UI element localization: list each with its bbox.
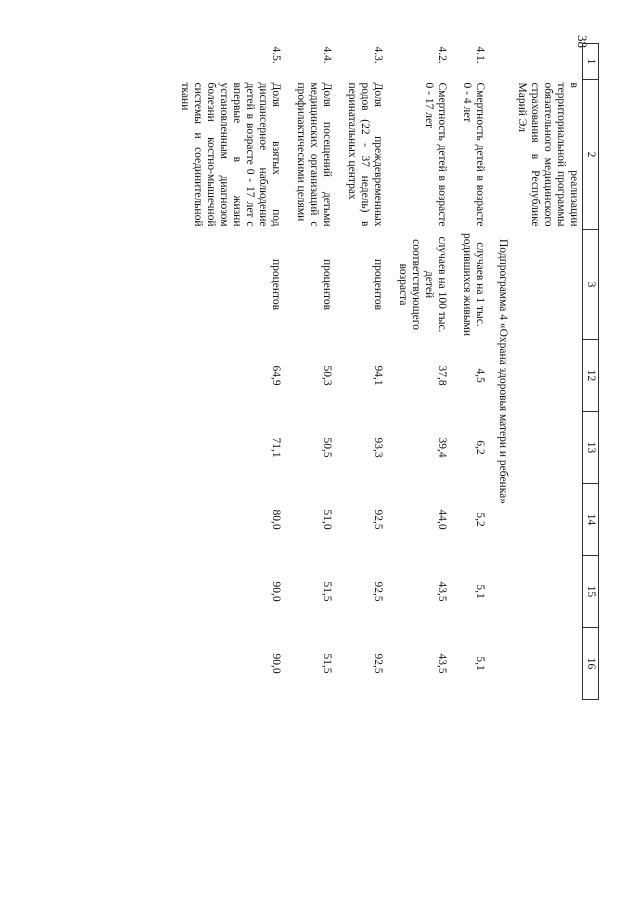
value-col-13: 39,4 <box>436 437 448 458</box>
row-unit: случаев на 1 тыс. родившихся живыми <box>461 233 486 336</box>
value-col-13: 93,3 <box>372 437 384 458</box>
header-col-1: 1 <box>583 44 599 80</box>
value-col-12: 4,5 <box>474 368 486 383</box>
subprogram-heading-row <box>488 44 513 700</box>
page-number: 38 <box>575 35 590 48</box>
value-col-12: 37,8 <box>436 365 448 386</box>
value-col-16: 51,5 <box>321 653 333 674</box>
table-row <box>292 44 343 700</box>
row-number: 4.3. <box>372 46 384 64</box>
table-row <box>343 44 394 700</box>
value-col-12: 94,1 <box>372 365 384 386</box>
row-description: Смертность детей в возрасте 0 - 4 лет <box>461 82 486 227</box>
row-unit: процентов <box>270 258 282 311</box>
value-col-14: 44,0 <box>436 509 448 530</box>
table-row <box>458 44 488 700</box>
header-col-2: 2 <box>583 80 599 230</box>
intro-row <box>513 44 583 700</box>
value-col-16: 92,5 <box>372 653 384 674</box>
row-description: Доля взятых под диспансерное наблюдение детей в возрасте 0 - 17 лет с впервые в жизни установленным диагнозом болезни костно-мышечной системы и соединительной ткани <box>179 82 282 227</box>
header-col-12: 12 <box>583 340 599 412</box>
subprogram-title: Подпрограмма 4 «Охрана здоровья матери и ребенка» <box>497 239 509 504</box>
header-col-3: 3 <box>583 230 599 340</box>
value-col-16: 5,1 <box>474 656 486 671</box>
row-description: Смертность детей в возрасте 0 - 17 лет <box>423 82 448 227</box>
value-col-16: 43,5 <box>436 653 448 674</box>
value-col-13: 50,5 <box>321 437 333 458</box>
header-col-15: 15 <box>583 556 599 628</box>
intro-text: в реализации территориальной программы обязательного медицинского страхования в Республике Марий Эл <box>516 82 580 227</box>
row-unit: случаев на 100 тыс. детей соответствующего возраста <box>397 236 448 333</box>
value-col-14: 92,5 <box>372 509 384 530</box>
header-row <box>583 44 599 700</box>
value-col-14: 5,2 <box>474 512 486 527</box>
value-col-15: 92,5 <box>372 581 384 602</box>
value-col-15: 90,0 <box>270 581 282 602</box>
row-number: 4.5. <box>270 46 282 64</box>
table-row <box>394 44 458 700</box>
row-description: Доля посещений детьми медицинских организаций с профилактическими целями <box>295 82 333 227</box>
row-number: 4.2. <box>436 46 448 64</box>
table-row <box>176 44 292 700</box>
value-col-16: 90,0 <box>270 653 282 674</box>
row-number: 4.1. <box>474 46 486 64</box>
value-col-12: 50,3 <box>321 365 333 386</box>
row-description: Доля преждевременных родов (22 - 37 недель) в перинатальных центрах <box>346 82 384 227</box>
header-col-14: 14 <box>583 484 599 556</box>
value-col-14: 80,0 <box>270 509 282 530</box>
row-number: 4.4. <box>321 46 333 64</box>
value-col-13: 6,2 <box>474 440 486 455</box>
value-col-12: 64,9 <box>270 365 282 386</box>
header-col-16: 16 <box>583 628 599 700</box>
value-col-13: 71,1 <box>270 437 282 458</box>
value-col-15: 5,1 <box>474 584 486 599</box>
indicator-table <box>176 43 599 700</box>
value-col-15: 43,5 <box>436 581 448 602</box>
header-col-13: 13 <box>583 412 599 484</box>
value-col-14: 51,0 <box>321 509 333 530</box>
row-unit: процентов <box>321 258 333 311</box>
value-col-15: 51,5 <box>321 581 333 602</box>
row-unit: процентов <box>372 258 384 311</box>
